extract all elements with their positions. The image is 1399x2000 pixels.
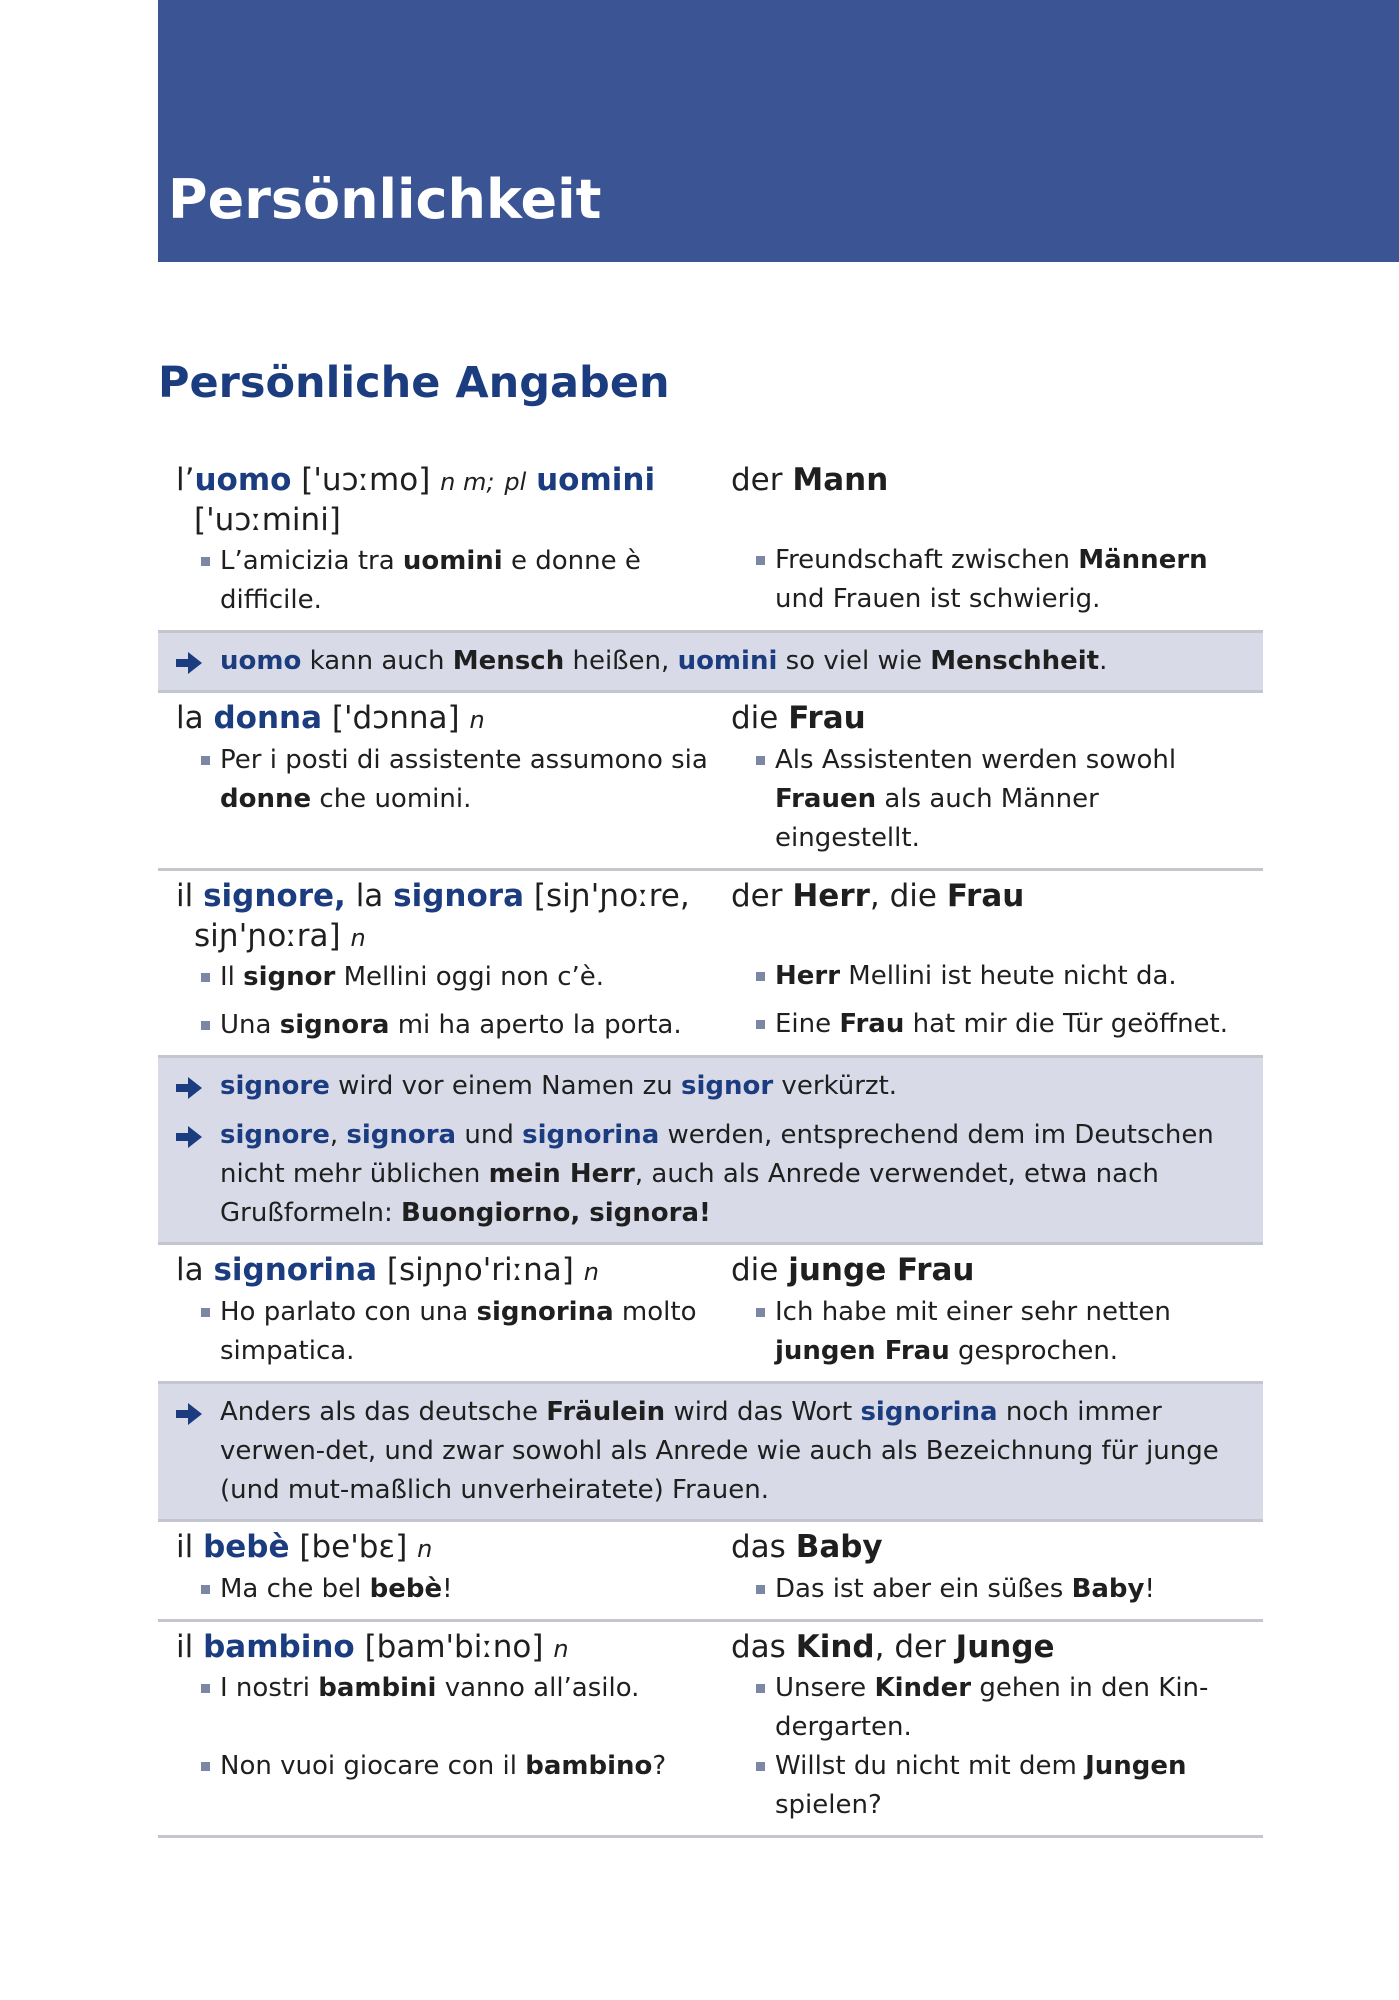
note-text: uomo kann auch Mensch heißen, uomini so viel wie Menschheit.	[220, 646, 1108, 677]
example-de: Herr Mellini ist heute nicht da.	[731, 957, 1245, 996]
example-it: Il signor Mellini oggi non c’è.	[176, 958, 721, 997]
entry-donna	[158, 693, 1263, 871]
note-text: signore, signora und signorina werden, entsprechend dem im Deutschen nicht mehr üblichen mein Herr, auch als Anrede verwendet, etwa nach Grußformeln: Buongiorno, signora!	[220, 1120, 1214, 1229]
headword: bebè	[203, 1529, 290, 1566]
entry-bebe	[158, 1522, 1263, 1622]
translation: der Mann	[731, 462, 889, 498]
headword-line: il bambino [bam'biːno] n	[176, 1628, 569, 1665]
note-text: Anders als das deutsche Fräulein wird das Wort signorina noch immer verwen-det, und zwar sowohl als Anrede wie auch als Bezeichnung für junge (und mut-maßlich unverheiratete) Frauen.	[220, 1397, 1219, 1506]
example-de: Als Assistenten werden sowohl Frauen als auch Männer eingestellt.	[731, 741, 1245, 858]
example-it: Per i posti di assistente assumono sia donne che uomini.	[176, 741, 721, 819]
entry-signorina	[158, 1245, 1263, 1384]
chapter-title: Persönlichkeit	[168, 168, 602, 231]
headword-line: la donna ['dɔnna] n	[176, 700, 485, 737]
arrow-right-icon	[176, 1067, 220, 1106]
article: l’	[176, 462, 195, 498]
example-de: Ich habe mit einer sehr netten jungen Frau gesprochen.	[731, 1293, 1245, 1371]
german-column	[731, 1528, 1245, 1609]
headword: donna	[213, 700, 323, 737]
headword-line: la signorina [siɲɲo'riːna] n	[176, 1252, 599, 1289]
note-signorina	[158, 1384, 1263, 1522]
note-signore	[158, 1058, 1263, 1245]
translation: die junge Frau	[731, 1252, 975, 1289]
section-title: Persönliche Angaben	[158, 358, 670, 408]
chapter-banner	[158, 0, 1399, 262]
headword: signore,	[203, 878, 346, 915]
german-column	[731, 699, 1245, 858]
italian-column	[176, 1628, 731, 1826]
example-it: Ma che bel bebè!	[176, 1570, 721, 1609]
german-column	[731, 877, 1245, 1045]
german-column	[731, 461, 1245, 620]
note-text: signore wird vor einem Namen zu signor verkürzt.	[220, 1071, 898, 1102]
entry-uomo	[158, 455, 1263, 633]
translation: das Baby	[731, 1529, 883, 1566]
example-de: Unsere Kinder gehen in den Kin-dergarten.	[731, 1669, 1245, 1747]
german-column	[731, 1628, 1245, 1826]
italian-column	[176, 1528, 731, 1609]
example-de: Das ist aber ein süßes Baby!	[731, 1570, 1245, 1609]
headword-line: il signore, la signora [siɲ'ɲoːre, siɲ'ɲoːra] n	[176, 878, 690, 954]
example-de: Eine Frau hat mir die Tür geöffnet.	[731, 1005, 1245, 1044]
translation: die Frau	[731, 700, 866, 737]
entry-bambino	[158, 1622, 1263, 1839]
headword-line: il bebè [be'bɛ] n	[176, 1529, 433, 1566]
italian-column	[176, 1251, 731, 1371]
grammar-info: n m;	[440, 468, 495, 496]
translation: das Kind, der Junge	[731, 1628, 1055, 1665]
arrow-right-icon	[176, 642, 220, 681]
italian-column	[176, 699, 731, 858]
example-it: I nostri bambini vanno all’asilo.	[176, 1669, 721, 1708]
italian-column	[176, 877, 731, 1045]
vocabulary-list	[158, 455, 1263, 1838]
plural-label: pl	[504, 468, 527, 496]
german-column	[731, 1251, 1245, 1371]
example-it: Una signora mi ha aperto la porta.	[176, 1006, 721, 1045]
headword: bambino	[203, 1628, 355, 1665]
note-uomo	[158, 633, 1263, 693]
headword: signorina	[213, 1252, 378, 1289]
headword-line	[176, 461, 721, 540]
plural-form: uomini	[536, 462, 656, 498]
example-de: Freundschaft zwischen Männern und Frauen ist schwierig.	[731, 541, 1245, 619]
entry-signore	[158, 871, 1263, 1058]
arrow-right-icon	[176, 1393, 220, 1510]
example-it: L’amicizia tra uomini e donne è difficile.	[176, 542, 721, 620]
translation: der Herr, die Frau	[731, 878, 1025, 915]
arrow-right-icon	[176, 1116, 220, 1233]
example-de: Willst du nicht mit dem Jungen spielen?	[731, 1747, 1245, 1825]
example-it: Ho parlato con una signorina molto simpatica.	[176, 1293, 721, 1371]
italian-column	[176, 461, 731, 620]
headword: signora	[393, 878, 524, 915]
plural-pronunciation: ['uɔːmini]	[194, 501, 341, 538]
example-it: Non vuoi giocare con il bambino?	[176, 1747, 721, 1786]
pronunciation: ['uɔːmo]	[301, 462, 431, 498]
headword: uomo	[194, 462, 292, 498]
